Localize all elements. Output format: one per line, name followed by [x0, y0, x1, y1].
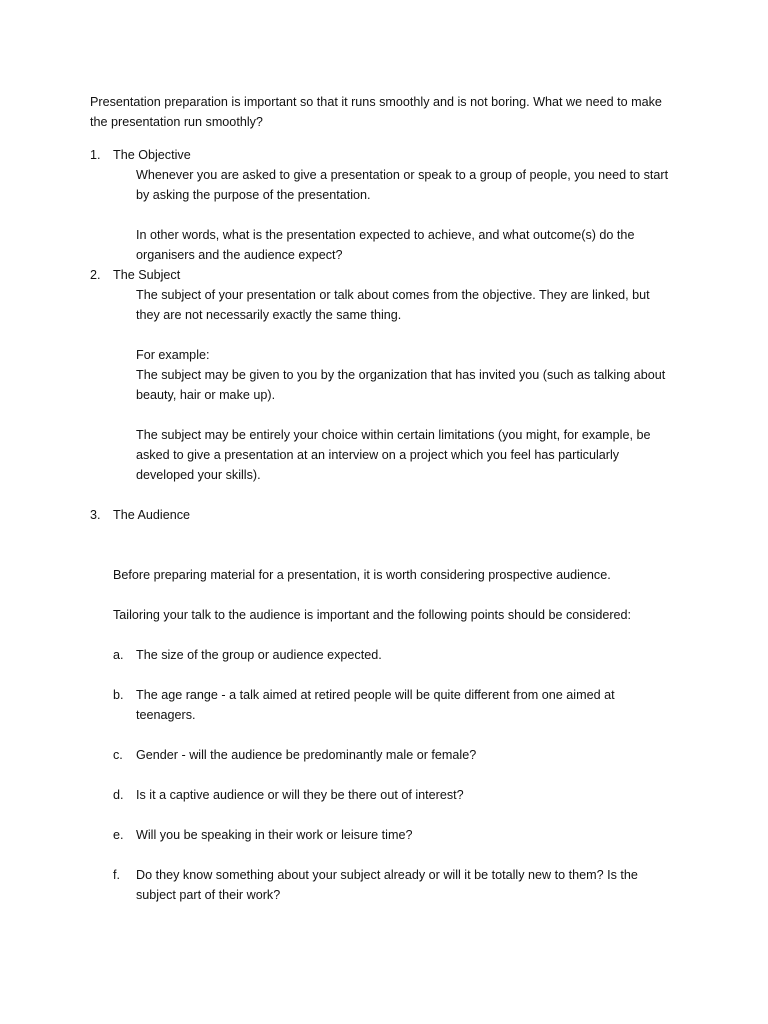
point-letter-a: a. [113, 648, 124, 662]
point-b-line-2: teenagers. [136, 708, 196, 722]
subject-line-1: The subject of your presentation or talk about comes from the objective. They are linked, but [136, 288, 650, 302]
point-a-line-1: The size of the group or audience expected. [136, 648, 382, 662]
point-f-line-2: subject part of their work? [136, 888, 281, 902]
objective-line-2: by asking the purpose of the presentation. [136, 188, 371, 202]
point-letter-f: f. [113, 868, 120, 882]
subject-line-7: asked to give a presentation at an interview on a project which you feel has particularly [136, 448, 620, 462]
intro-line-2: the presentation run smoothly? [90, 115, 263, 129]
section-title-subject: The Subject [113, 268, 181, 282]
point-e-line-1: Will you be speaking in their work or leisure time? [136, 828, 413, 842]
section-title-audience: The Audience [113, 508, 191, 522]
subject-line-4: The subject may be given to you by the organization that has invited you (such as talking about [136, 368, 666, 382]
subject-line-6: The subject may be entirely your choice within certain limitations (you might, for example, be [136, 428, 651, 442]
subject-line-2: they are not necessarily exactly the same thing. [136, 308, 402, 322]
point-letter-e: e. [113, 828, 124, 842]
point-letter-b: b. [113, 688, 124, 702]
point-b-line-1: The age range - a talk aimed at retired people will be quite different from one aimed at [136, 688, 615, 702]
objective-line-1: Whenever you are asked to give a presentation or speak to a group of people, you need to start [136, 168, 669, 182]
intro-line-1: Presentation preparation is important so that it runs smoothly and is not boring. What we need to make [90, 95, 662, 109]
subject-line-3: For example: [136, 348, 210, 362]
point-f-line-1: Do they know something about your subject already or will it be totally new to them? Is the [136, 868, 638, 882]
section-number-1: 1. [90, 148, 101, 162]
audience-line-2: Tailoring your talk to the audience is important and the following points should be considered: [113, 608, 632, 622]
objective-line-4: organisers and the audience expect? [136, 248, 343, 262]
subject-line-5: beauty, hair or make up). [136, 388, 276, 402]
section-number-2: 2. [90, 268, 101, 282]
section-number-3: 3. [90, 508, 101, 522]
point-letter-d: d. [113, 788, 124, 802]
audience-line-1: Before preparing material for a presentation, it is worth considering prospective audience. [113, 568, 611, 582]
point-c-line-1: Gender - will the audience be predominantly male or female? [136, 748, 477, 762]
section-title-objective: The Objective [113, 148, 191, 162]
point-d-line-1: Is it a captive audience or will they be there out of interest? [136, 788, 464, 802]
objective-line-3: In other words, what is the presentation expected to achieve, and what outcome(s) do the [136, 228, 635, 242]
point-letter-c: c. [113, 748, 123, 762]
subject-line-8: developed your skills). [136, 468, 261, 482]
